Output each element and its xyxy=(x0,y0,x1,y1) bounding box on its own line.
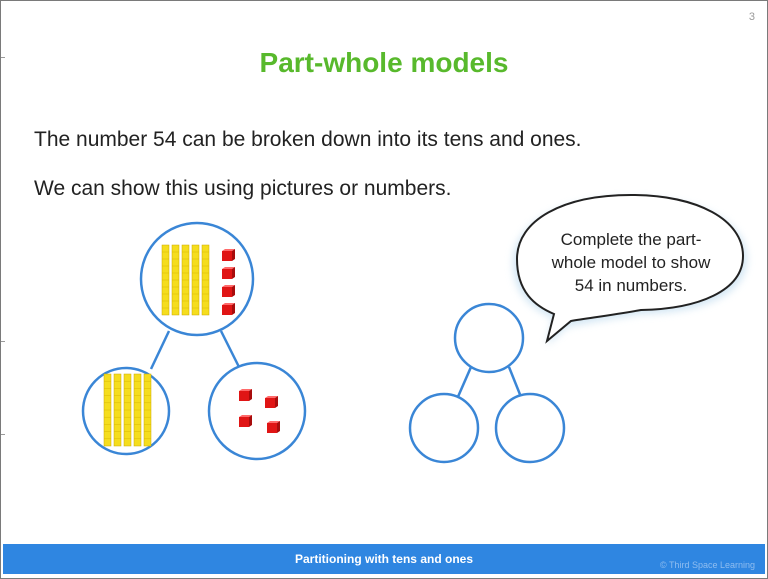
empty-part-circle-left[interactable] xyxy=(410,394,478,462)
slide-title: Part-whole models xyxy=(259,47,509,78)
ones-cube-icon xyxy=(239,417,249,427)
ones-cube-icon xyxy=(239,391,249,401)
ones-cube-icon xyxy=(222,251,232,261)
tens-base-ten-blocks xyxy=(104,374,151,446)
speech-bubble-line: Complete the part- xyxy=(560,230,702,249)
ones-cube-icon xyxy=(222,287,232,297)
speech-bubble-line: 54 in numbers. xyxy=(574,276,688,295)
model-connector-line xyxy=(509,367,521,397)
picture-part-whole-model xyxy=(83,223,305,459)
empty-whole-circle[interactable] xyxy=(455,304,523,372)
footer-title: Partitioning with tens and ones xyxy=(294,552,473,566)
page-number: 3 xyxy=(748,11,755,23)
footer-bar xyxy=(3,544,765,574)
copyright-text: © Third Space Learning xyxy=(659,560,755,570)
ones-cube-icon xyxy=(265,398,275,408)
speech-bubble-line: whole model to show xyxy=(551,253,711,272)
model-connector-line xyxy=(457,367,471,399)
ones-cube-icon xyxy=(222,269,232,279)
model-connector-line xyxy=(221,331,239,367)
intro-text: The number 54 can be broken down into its tens and ones. xyxy=(34,128,582,151)
ones-cube-icon xyxy=(267,423,277,433)
ones-cube-icon xyxy=(222,305,232,315)
instruction-text: We can show this using pictures or numbers. xyxy=(34,177,452,200)
empty-part-whole-model xyxy=(410,304,564,462)
part-circle-ones xyxy=(209,363,305,459)
model-connector-line xyxy=(151,331,169,369)
speech-bubble xyxy=(513,195,747,345)
empty-part-circle-right[interactable] xyxy=(496,394,564,462)
part-whole-diagrams xyxy=(1,1,767,541)
